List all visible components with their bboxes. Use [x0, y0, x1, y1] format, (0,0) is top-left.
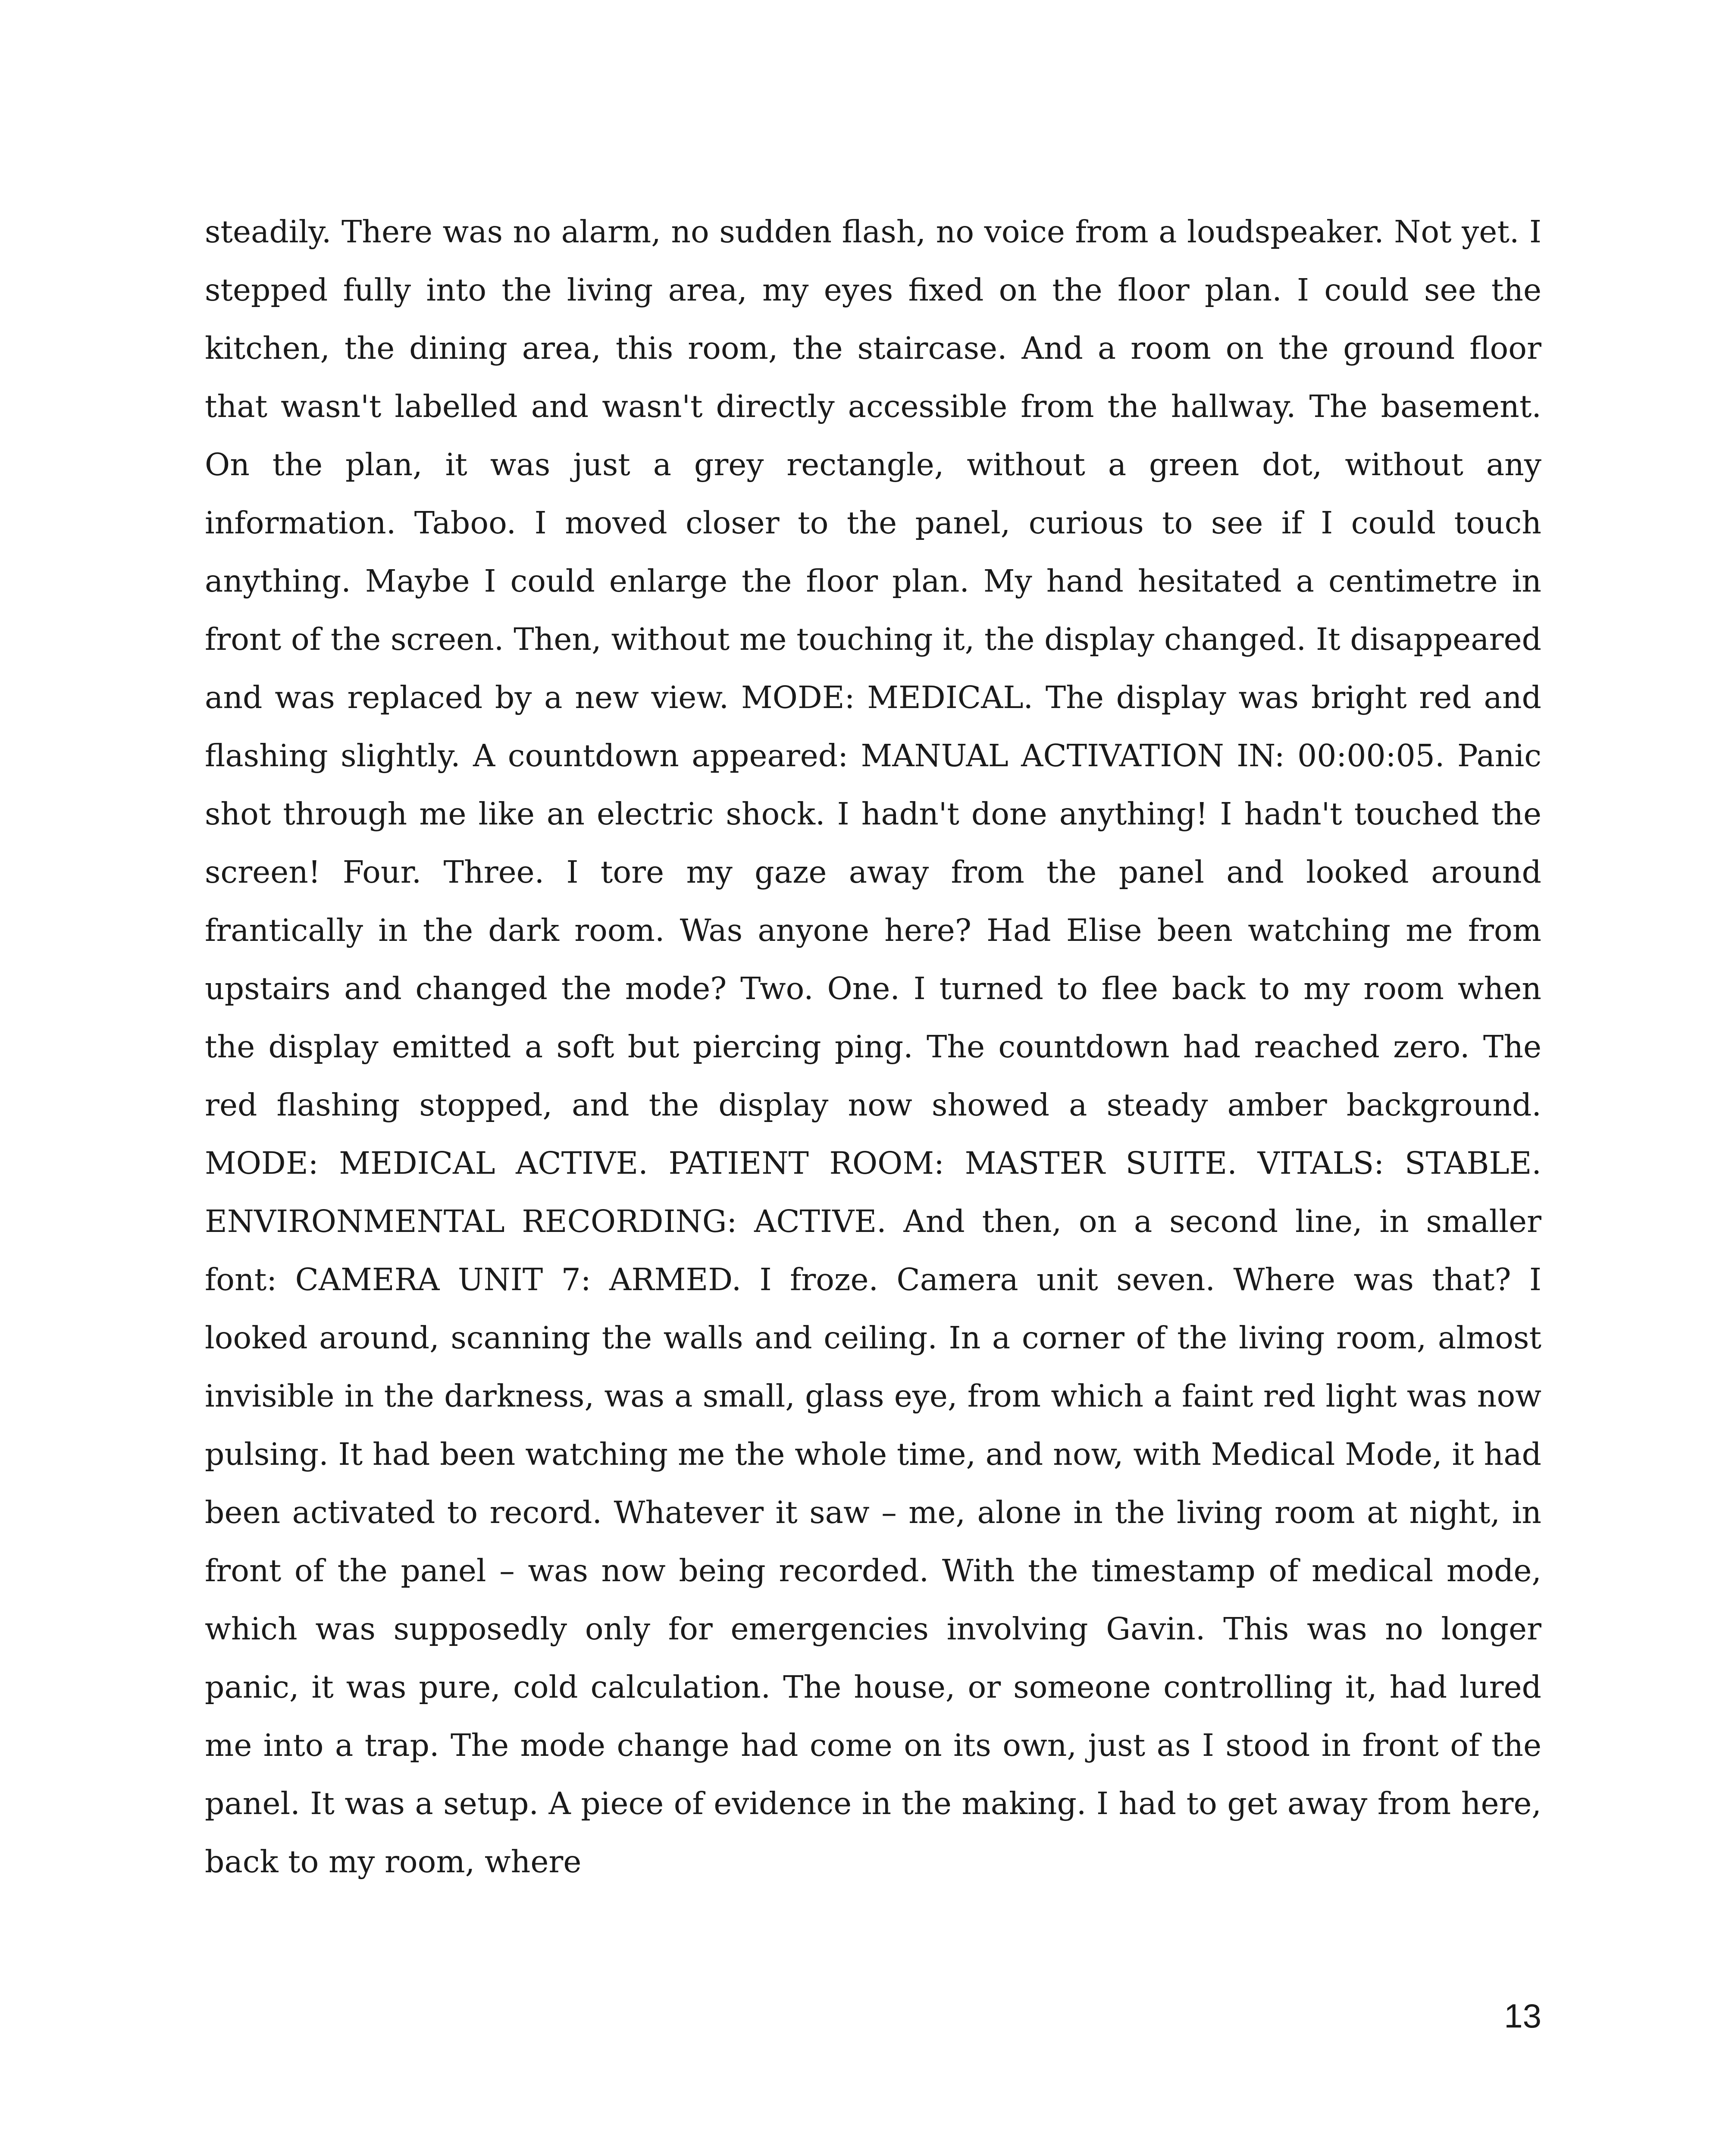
body-paragraph: steadily. There was no alarm, no sudden flash, no voice from a loudspeaker. Not yet. I stepped fully into the living area, my eyes fixed on the floor plan. I could see the kitchen, the dining area, this room, the staircase. And a room on the ground floor that wasn't labelled and wasn't directly accessible from the hallway. The basement. On the plan, it was just a grey rectangle, without a green dot, without any information. Taboo. I moved closer to the panel, curious to see if I could touch anything. Maybe I could enlarge the floor plan. My hand hesitated a centimetre in front of the screen. Then, without me touching it, the display changed. It disappeared and was replaced by a new view. MODE: MEDICAL. The display was bright red and flashing slightly. A countdown appeared: MANUAL ACTIVATION IN: 00:00:05. Panic shot through me like an electric shock. I hadn't done anything! I hadn't touched the screen! Four. Three. I tore my gaze away from the panel and looked around frantically in the dark room. Was anyone here? Had Elise been watching me from upstairs and changed the mode? Two. One. I turned to flee back to my room when the display emitted a soft but piercing ping. The countdown had reached zero. The red flashing stopped, and the display now showed a steady amber background. MODE: MEDICAL ACTIVE. PATIENT ROOM: MASTER SUITE. VITALS: STABLE. ENVIRONMENTAL RECORDING: ACTIVE. And then, on a second line, in smaller font: CAMERA UNIT 7: ARMED. I froze. Camera unit seven. Where was that? I looked around, scanning the walls and ceiling. In a corner of the living room, almost invisible in the darkness, was a small, glass eye, from which a faint red light was now pulsing. It had been watching me the whole time, and now, with Medical Mode, it had been activated to record. Whatever it saw – me, alone in the living room at night, in front of the panel – was now being recorded. With the timestamp of medical mode, which was supposedly only for emergencies involving Gavin. This was no longer panic, it was pure, cold calculation. The house, or someone controlling it, had lured me into a trap. The mode change had come on its own, just as I stood in front of the panel. It was a setup. A piece of evidence in the making. I had to get away from here, back to my room, where	[205, 214, 1541, 1880]
page-number: 13	[1504, 1997, 1541, 2035]
